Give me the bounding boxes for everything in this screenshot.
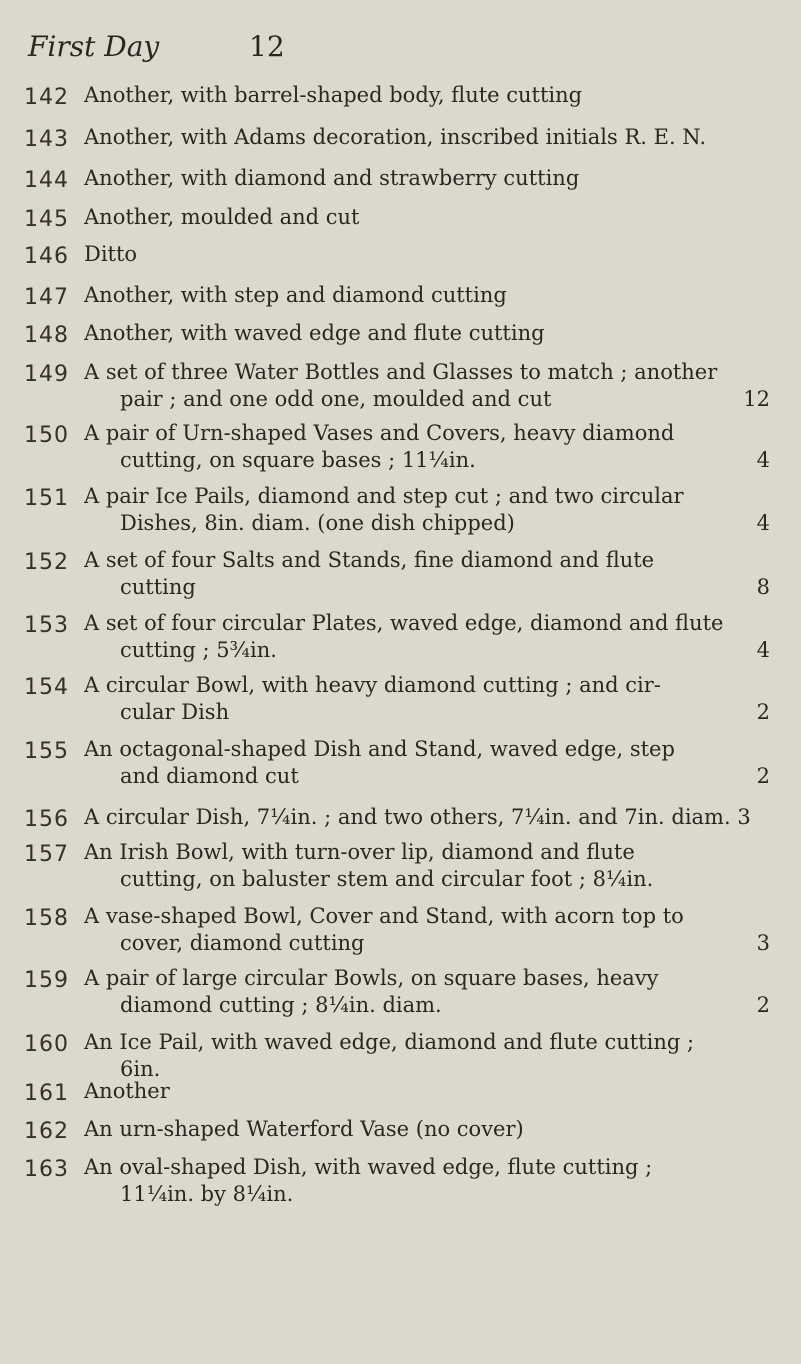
page-header (28, 30, 768, 66)
description-text: A pair of Urn-shaped Vases and Covers, heavy diamond (84, 421, 675, 445)
lot-description (84, 82, 790, 109)
description-text: Another, moulded and cut (84, 205, 360, 229)
description-line (84, 699, 790, 726)
description-line (84, 1154, 790, 1181)
description-text: Another, with diamond and strawberry cutting (84, 166, 580, 190)
description-line (84, 930, 790, 957)
lot-number: 151 (24, 486, 69, 511)
description-text: An urn-shaped Waterford Vase (no cover) (84, 1117, 524, 1141)
description-line (84, 547, 790, 574)
description-text: An Irish Bowl, with turn-over lip, diamond and flute (84, 840, 635, 864)
lot-description (84, 165, 790, 192)
description-line (84, 736, 790, 763)
description-text: Another, with barrel-shaped body, flute cutting (84, 83, 583, 107)
lot-description (84, 965, 790, 1019)
description-text: Ditto (84, 242, 138, 266)
description-line (84, 386, 790, 413)
lot-number: 158 (24, 906, 69, 931)
description-line (84, 610, 790, 637)
description-line (84, 1116, 790, 1143)
page-number: 12 (249, 30, 285, 63)
description-text: cutting ; 5¾in. (120, 638, 277, 662)
description-text: An oval-shaped Dish, with waved edge, flute cutting ; (84, 1155, 653, 1179)
description-text: A set of four circular Plates, waved edge, diamond and flute (84, 611, 724, 635)
description-text: A pair Ice Pails, diamond and step cut ; and two circular (84, 484, 684, 508)
description-text: An octagonal-shaped Dish and Stand, waved edge, step (84, 737, 675, 761)
lot-number: 147 (24, 285, 69, 310)
description-line (84, 447, 790, 474)
lot-description (84, 1029, 790, 1083)
description-line (84, 1078, 790, 1105)
lot-quantity: 4 (756, 638, 770, 662)
lot-number: 157 (24, 842, 69, 867)
description-line (84, 1181, 790, 1208)
lot-description (84, 241, 790, 268)
lot-description (84, 672, 790, 726)
running-title: First Day (28, 30, 160, 63)
lot-number: 142 (24, 85, 69, 110)
lot-quantity: 2 (756, 993, 770, 1017)
lot-quantity: 8 (756, 575, 770, 599)
description-line (84, 672, 790, 699)
lot-description (84, 804, 790, 831)
description-line (84, 839, 790, 866)
description-text: 11¼in. by 8¼in. (120, 1182, 294, 1206)
description-text: pair ; and one odd one, moulded and cut (120, 387, 552, 411)
lot-description (84, 204, 790, 231)
lot-description (84, 839, 790, 893)
description-text: An Ice Pail, with waved edge, diamond and flute cutting ; (84, 1030, 695, 1054)
description-text: A circular Bowl, with heavy diamond cutting ; and cir- (84, 673, 661, 697)
description-text: A circular Dish, 7¼in. ; and two others, 7¼in. and 7in. diam. 3 (84, 805, 751, 829)
lot-quantity: 12 (743, 387, 770, 411)
lot-description (84, 124, 790, 151)
description-line (84, 903, 790, 930)
lot-number: 160 (24, 1032, 69, 1057)
lot-description (84, 1154, 790, 1208)
lot-description (84, 320, 790, 347)
lot-number: 161 (24, 1081, 69, 1106)
lot-quantity: 4 (756, 511, 770, 535)
description-line (84, 282, 790, 309)
lot-description (84, 282, 790, 309)
description-line (84, 992, 790, 1019)
lot-description (84, 420, 790, 474)
description-line (84, 420, 790, 447)
description-text: A pair of large circular Bowls, on square bases, heavy (84, 966, 659, 990)
description-line (84, 204, 790, 231)
description-text: diamond cutting ; 8¼in. diam. (120, 993, 442, 1017)
description-line (84, 804, 790, 831)
description-text: Another, with Adams decoration, inscribed initials R. E. N. (84, 125, 707, 149)
description-line (84, 574, 790, 601)
description-text: cover, diamond cutting (120, 931, 365, 955)
description-text: Another (84, 1079, 170, 1103)
description-text: A set of three Water Bottles and Glasses to match ; another (84, 360, 718, 384)
lot-description (84, 610, 790, 664)
description-line (84, 965, 790, 992)
description-text: A vase-shaped Bowl, Cover and Stand, with acorn top to (84, 904, 684, 928)
description-text: cutting (120, 575, 196, 599)
description-line (84, 124, 790, 151)
description-text: cutting, on square bases ; 11¼in. (120, 448, 476, 472)
lot-number: 159 (24, 968, 69, 993)
description-text: A set of four Salts and Stands, fine diamond and flute (84, 548, 655, 572)
lot-quantity: 4 (756, 448, 770, 472)
lot-description (84, 1116, 790, 1143)
description-line (84, 359, 790, 386)
description-line (84, 1029, 790, 1056)
lot-description (84, 359, 790, 413)
lot-number: 148 (24, 323, 69, 348)
lot-number: 152 (24, 550, 69, 575)
lot-number: 150 (24, 423, 69, 448)
lot-description (84, 736, 790, 790)
description-text: and diamond cut (120, 764, 299, 788)
lot-number: 149 (24, 362, 69, 387)
lot-number: 162 (24, 1119, 69, 1144)
lot-description (84, 547, 790, 601)
description-text: Another, with waved edge and flute cutting (84, 321, 545, 345)
lot-description (84, 483, 790, 537)
lot-number: 144 (24, 168, 69, 193)
lot-description (84, 903, 790, 957)
lot-number: 154 (24, 675, 69, 700)
lot-quantity: 2 (756, 764, 770, 788)
lot-description (84, 1078, 790, 1105)
description-line (84, 866, 790, 893)
lot-number: 143 (24, 127, 69, 152)
description-text: 6in. (120, 1057, 161, 1081)
lot-number: 155 (24, 739, 69, 764)
description-text: cutting, on baluster stem and circular foot ; 8¼in. (120, 867, 654, 891)
description-line (84, 510, 790, 537)
lot-number: 146 (24, 244, 69, 269)
description-line (84, 320, 790, 347)
lot-number: 153 (24, 613, 69, 638)
description-line (84, 483, 790, 510)
lot-quantity: 2 (756, 700, 770, 724)
description-line (84, 165, 790, 192)
description-line (84, 82, 790, 109)
description-text: Another, with step and diamond cutting (84, 283, 507, 307)
lot-quantity: 3 (756, 931, 770, 955)
description-line (84, 637, 790, 664)
description-line (84, 763, 790, 790)
lot-number: 156 (24, 807, 69, 832)
lot-number: 163 (24, 1157, 69, 1182)
description-text: cular Dish (120, 700, 230, 724)
lot-number: 145 (24, 207, 69, 232)
description-text: Dishes, 8in. diam. (one dish chipped) (120, 511, 515, 535)
description-line (84, 241, 790, 268)
